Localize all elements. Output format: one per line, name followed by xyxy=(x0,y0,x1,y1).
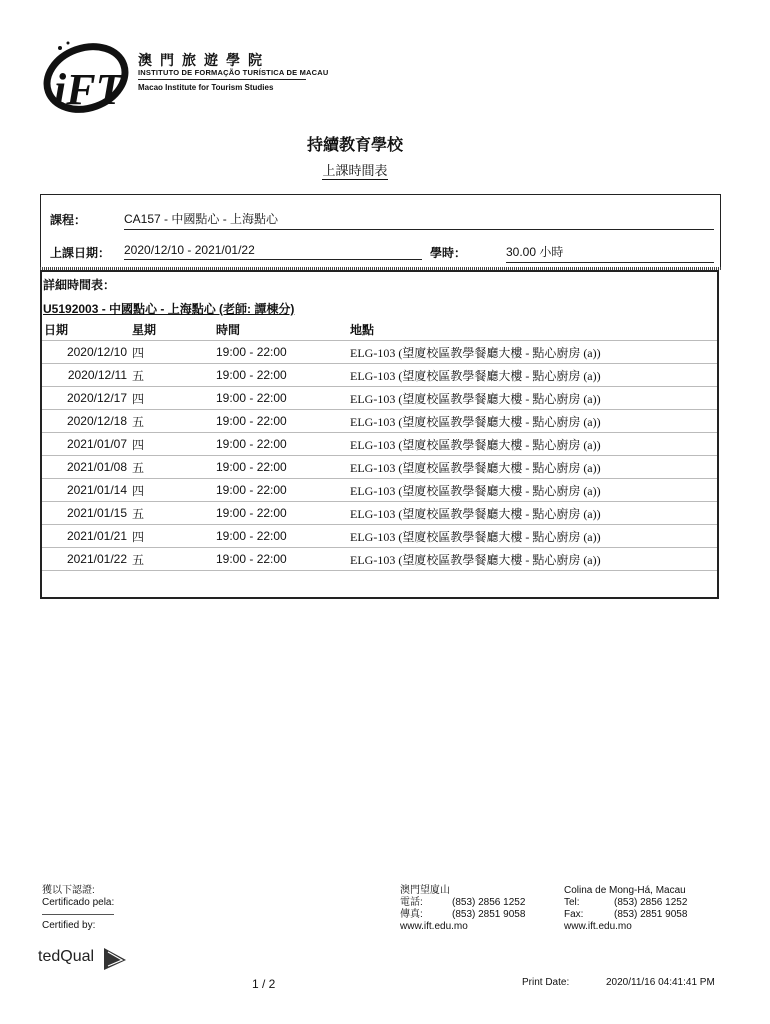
table-row xyxy=(42,548,717,571)
table-row xyxy=(42,502,717,525)
cell-time: 19:00 - 22:00 xyxy=(214,410,348,433)
cell-time: 19:00 - 22:00 xyxy=(214,548,348,571)
cell-time: 19:00 - 22:00 xyxy=(214,479,348,502)
cell-location: ELG-103 (望廈校區教學餐廳大樓 - 點心廚房 (a)) xyxy=(348,525,717,548)
cell-day: 五 xyxy=(130,456,214,479)
table-row xyxy=(42,525,717,548)
certified-label-pt: Certificado pela: xyxy=(42,897,115,908)
institute-name-zh: 澳門旅遊學院 xyxy=(138,52,270,68)
table-row xyxy=(42,410,717,433)
cell-date: 2020/12/17 xyxy=(42,387,130,410)
cell-day: 五 xyxy=(130,364,214,387)
hours-label: 學時： xyxy=(430,246,467,260)
table-header-row xyxy=(42,318,717,341)
fax-number-zh: (853) 2851 9058 xyxy=(452,909,526,920)
cell-date: 2021/01/21 xyxy=(42,525,130,548)
cell-time: 19:00 - 22:00 xyxy=(214,364,348,387)
hours-value: 30.00 小時 xyxy=(506,243,714,263)
cell-time: 19:00 - 22:00 xyxy=(214,341,348,364)
table-row-empty xyxy=(42,571,717,594)
cell-location: ELG-103 (望廈校區教學餐廳大樓 - 點心廚房 (a)) xyxy=(348,479,717,502)
signature-line xyxy=(42,914,114,915)
cell-location: ELG-103 (望廈校區教學餐廳大樓 - 點心廚房 (a)) xyxy=(348,433,717,456)
fax-zh-label: 傳真: xyxy=(400,909,423,920)
cell-day: 四 xyxy=(130,341,214,364)
cell-date: 2021/01/08 xyxy=(42,456,130,479)
svg-text:iFT: iFT xyxy=(54,65,123,114)
tel-en-label: Tel: xyxy=(564,897,580,908)
class-heading: U5192003 - 中國點心 - 上海點心 (老師: 譚棟分) xyxy=(43,302,295,316)
table-row xyxy=(42,341,717,364)
ift-logo-icon xyxy=(40,36,140,116)
cell-date: 2020/12/10 xyxy=(42,341,130,364)
table-row xyxy=(42,479,717,502)
website-link-zh[interactable]: www.ift.edu.mo xyxy=(400,921,468,932)
fax-en-label: Fax: xyxy=(564,909,584,920)
cell-day: 五 xyxy=(130,410,214,433)
cell-date: 2021/01/22 xyxy=(42,548,130,571)
table-row xyxy=(42,456,717,479)
print-date-value: 2020/11/16 04:41:41 PM xyxy=(606,977,715,988)
cell-location: ELG-103 (望廈校區教學餐廳大樓 - 點心廚房 (a)) xyxy=(348,456,717,479)
schedule-subtitle: 上課時間表 xyxy=(322,163,388,178)
table-row xyxy=(42,364,717,387)
certified-label-zh: 獲以下認證: xyxy=(42,885,95,896)
cell-location: ELG-103 (望廈校區教學餐廳大樓 - 點心廚房 (a)) xyxy=(348,548,717,571)
cell-time: 19:00 - 22:00 xyxy=(214,433,348,456)
tel-number-en: (853) 2856 1252 xyxy=(614,897,688,908)
cell-location: ELG-103 (望廈校區教學餐廳大樓 - 點心廚房 (a)) xyxy=(348,410,717,433)
cell-date: 2021/01/07 xyxy=(42,433,130,456)
cell-date: 2021/01/14 xyxy=(42,479,130,502)
tel-zh-label: 電話: xyxy=(400,897,423,908)
cell-day: 四 xyxy=(130,387,214,410)
school-title: 持續教育學校 xyxy=(306,137,403,154)
table-row xyxy=(42,387,717,410)
schedule-table xyxy=(42,318,717,593)
column-header-day: 星期 xyxy=(130,318,214,341)
column-header-time: 時間 xyxy=(214,318,348,341)
dates-value: 2020/12/10 - 2021/01/22 xyxy=(124,243,422,260)
detail-heading: 詳細時間表： xyxy=(43,278,116,292)
cell-day: 四 xyxy=(130,525,214,548)
cell-time: 19:00 - 22:00 xyxy=(214,502,348,525)
cell-location: ELG-103 (望廈校區教學餐廳大樓 - 點心廚房 (a)) xyxy=(348,341,717,364)
column-header-location: 地點 xyxy=(348,318,717,341)
cell-date: 2020/12/18 xyxy=(42,410,130,433)
cell-location: ELG-103 (望廈校區教學餐廳大樓 - 點心廚房 (a)) xyxy=(348,502,717,525)
page-number: 1 / 2 xyxy=(252,977,276,991)
table-row xyxy=(42,433,717,456)
tedqual-logo-icon xyxy=(38,944,133,972)
cell-location: ELG-103 (望廈校區教學餐廳大樓 - 點心廚房 (a)) xyxy=(348,387,717,410)
cell-time: 19:00 - 22:00 xyxy=(214,456,348,479)
header-divider xyxy=(138,79,306,80)
cell-time: 19:00 - 22:00 xyxy=(214,525,348,548)
institute-name-pt: INSTITUTO DE FORMAÇÃO TURÍSTICA DE MACAU xyxy=(138,68,329,77)
cell-date: 2021/01/15 xyxy=(42,502,130,525)
dates-label: 上課日期： xyxy=(50,246,111,260)
address-pt: Colina de Mong-Há, Macau xyxy=(564,885,686,896)
fax-number-en: (853) 2851 9058 xyxy=(614,909,688,920)
svg-text:tedQual: tedQual xyxy=(38,948,95,965)
tel-number-zh: (853) 2856 1252 xyxy=(452,897,526,908)
cell-day: 四 xyxy=(130,433,214,456)
cell-location: ELG-103 (望廈校區教學餐廳大樓 - 點心廚房 (a)) xyxy=(348,364,717,387)
course-label: 課程： xyxy=(50,213,87,227)
website-link-en[interactable]: www.ift.edu.mo xyxy=(564,921,632,932)
certified-label-en: Certified by: xyxy=(42,920,96,931)
cell-day: 五 xyxy=(130,548,214,571)
column-header-date: 日期 xyxy=(42,318,130,341)
institute-name-en: Macao Institute for Tourism Studies xyxy=(138,83,274,92)
cell-day: 五 xyxy=(130,502,214,525)
course-value: CA157 - 中國點心 - 上海點心 xyxy=(124,210,714,230)
cell-date: 2020/12/11 xyxy=(42,364,130,387)
print-date-label: Print Date: xyxy=(522,977,570,988)
address-zh: 澳門望廈山 xyxy=(400,885,450,896)
cell-time: 19:00 - 22:00 xyxy=(214,387,348,410)
cell-day: 四 xyxy=(130,479,214,502)
